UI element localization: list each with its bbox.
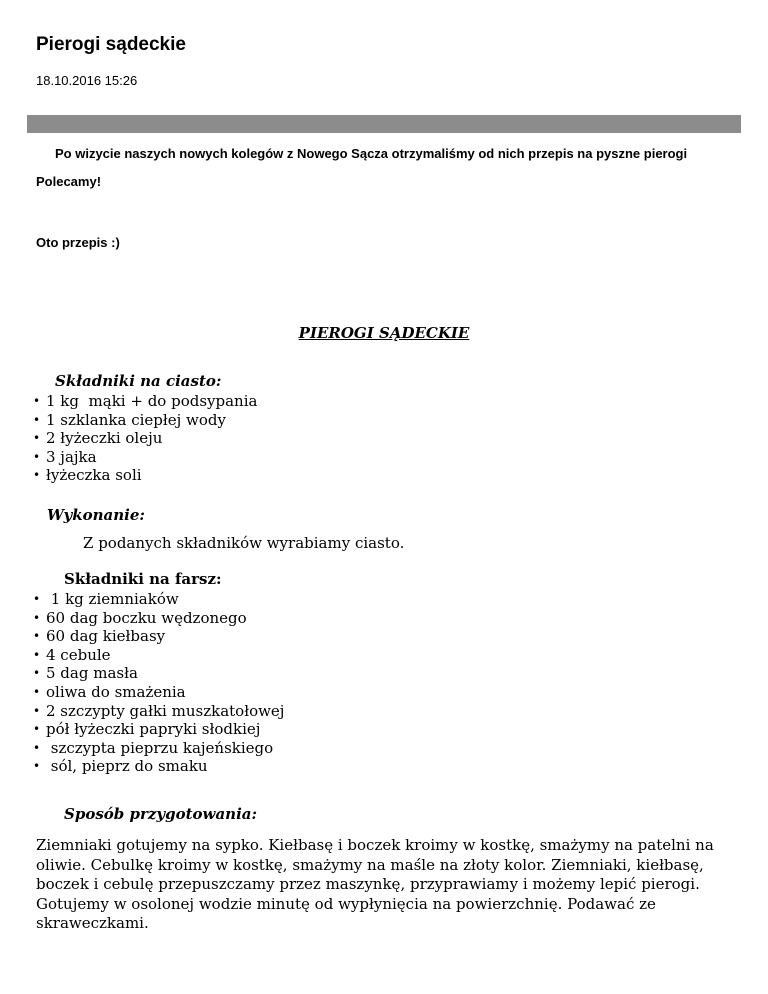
execution-heading: Wykonanie: [47,506,145,524]
list-item: • 2 łyżeczki oleju [0,429,257,448]
list-item: • 5 dag masła [0,664,284,683]
intro-text: Po wizycie naszych nowych kolegów z Nowego Sącza otrzymaliśmy od nich przepis na pyszne pierogi [55,146,688,161]
list-item: • 1 kg ziemniaków [0,590,284,609]
recipe-intro-text: Oto przepis :) [36,235,120,250]
filling-heading: Składniki na farsz: [64,570,222,588]
list-item: • 1 szklanka ciepłej wody [0,411,257,430]
dough-ingredients-list [0,392,257,485]
recommend-text: Polecamy! [36,174,102,189]
list-item: • 2 szczypty gałki muszkatołowej [0,702,284,721]
post-date: 18.10.2016 15:26 [36,73,138,88]
recipe-title: PIEROGI SĄDECKIE [298,324,470,342]
method-heading: Sposób przygotowania: [64,805,258,823]
execution-text: Z podanych składników wyrabiamy ciasto. [83,534,405,552]
page-title: Pierogi sądeckie [36,34,186,55]
list-item: • szczypta pieprzu kajeńskiego [0,739,284,758]
separator-bar [27,115,741,133]
list-item: • pół łyżeczki papryki słodkiej [0,720,284,739]
list-item: • 1 kg mąki + do podsypania [0,392,257,411]
list-item: • łyżeczka soli [0,466,257,485]
list-item: • 60 dag kiełbasy [0,627,284,646]
filling-ingredients-list [0,590,284,776]
list-item: • sól, pieprz do smaku [0,757,284,776]
list-item: • oliwa do smażenia [0,683,284,702]
list-item: • 3 jajka [0,448,257,467]
list-item: • 4 cebule [0,646,284,665]
method-text: Ziemniaki gotujemy na sypko. Kiełbasę i boczek kroimy w kostkę, smażymy na patelni na oliwie. Cebulkę kroimy w kostkę, smażymy na maśle na złoty kolor. Ziemniaki, kiełbasę, boczek i cebulę przepuszczamy przez maszynkę, przyprawiamy i możemy lepić pierogi. Gotujemy w osolonej wodzie minutę od wypłynięcia na powierzchnię. Podawać ze skraweczkami. [36,836,714,932]
dough-heading: Składniki na ciasto: [55,372,222,390]
list-item: • 60 dag boczku wędzonego [0,609,284,628]
